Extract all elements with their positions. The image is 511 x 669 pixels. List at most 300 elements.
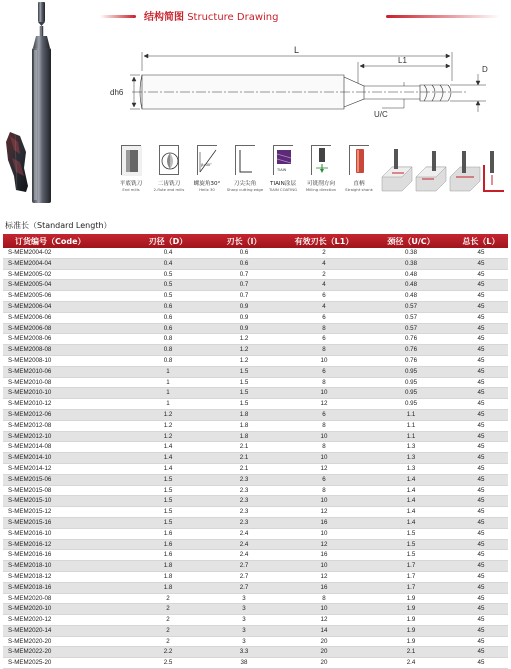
cell-overall-length: 45 bbox=[454, 550, 508, 561]
cell-code: S-MEM2008-10 bbox=[3, 355, 128, 366]
feature-two-flute bbox=[150, 145, 188, 205]
cell-overall-length: 45 bbox=[454, 647, 508, 658]
column-header-diameter: 刃径（D） bbox=[148, 236, 188, 246]
table-row bbox=[3, 463, 508, 474]
table-row bbox=[3, 453, 508, 464]
table-row bbox=[3, 442, 508, 453]
cell-diameter: 2 bbox=[128, 625, 208, 636]
cell-neck-diameter: 1.5 bbox=[368, 528, 454, 539]
cell-effective-length: 10 bbox=[280, 431, 368, 442]
application-side-milling-icon bbox=[416, 151, 446, 191]
cell-diameter: 2.5 bbox=[128, 658, 208, 669]
feature-flat-end-mill bbox=[112, 145, 150, 205]
cell-effective-length: 6 bbox=[280, 409, 368, 420]
cell-flute-length: 0.9 bbox=[208, 312, 280, 323]
cell-effective-length: 4 bbox=[280, 280, 368, 291]
cell-diameter: 1.8 bbox=[128, 561, 208, 572]
cell-flute-length: 2.3 bbox=[208, 474, 280, 485]
cell-effective-length: 8 bbox=[280, 485, 368, 496]
cell-neck-diameter: 2.1 bbox=[368, 647, 454, 658]
spec-table bbox=[3, 234, 508, 669]
cell-flute-length: 0.7 bbox=[208, 269, 280, 280]
cell-overall-length: 45 bbox=[454, 463, 508, 474]
table-row bbox=[3, 366, 508, 377]
table-row bbox=[3, 496, 508, 507]
cell-flute-length: 2.4 bbox=[208, 528, 280, 539]
cell-overall-length: 45 bbox=[454, 453, 508, 464]
table-row bbox=[3, 248, 508, 258]
table-row bbox=[3, 636, 508, 647]
cell-overall-length: 45 bbox=[454, 323, 508, 334]
cell-code: S-MEM2015-08 bbox=[3, 485, 128, 496]
table-row bbox=[3, 474, 508, 485]
cell-diameter: 0.8 bbox=[128, 334, 208, 345]
cell-code: S-MEM2008-06 bbox=[3, 334, 128, 345]
cell-diameter: 1.5 bbox=[128, 474, 208, 485]
cell-flute-length: 0.6 bbox=[208, 248, 280, 258]
cell-neck-diameter: 1.9 bbox=[368, 615, 454, 626]
table-row bbox=[3, 312, 508, 323]
cell-code: S-MEM2004-04 bbox=[3, 258, 128, 269]
table-row bbox=[3, 615, 508, 626]
cell-diameter: 0.4 bbox=[128, 248, 208, 258]
cell-flute-length: 1.2 bbox=[208, 345, 280, 356]
cell-flute-length: 1.8 bbox=[208, 420, 280, 431]
application-slot-milling-icon bbox=[382, 149, 412, 191]
cell-effective-length: 20 bbox=[280, 658, 368, 669]
cell-effective-length: 10 bbox=[280, 604, 368, 615]
cell-diameter: 1.8 bbox=[128, 571, 208, 582]
cell-overall-length: 45 bbox=[454, 312, 508, 323]
table-row bbox=[3, 323, 508, 334]
application-illustrations bbox=[380, 147, 508, 195]
table-row bbox=[3, 334, 508, 345]
feature-sublabel: TiAlN COATING bbox=[268, 187, 298, 192]
cell-code: S-MEM2005-02 bbox=[3, 269, 128, 280]
cell-overall-length: 45 bbox=[454, 442, 508, 453]
cell-overall-length: 45 bbox=[454, 582, 508, 593]
cell-effective-length: 2 bbox=[280, 269, 368, 280]
tip-closeup bbox=[6, 132, 28, 192]
cell-neck-diameter: 1.4 bbox=[368, 507, 454, 518]
cell-overall-length: 45 bbox=[454, 658, 508, 669]
application-plunge-icon bbox=[484, 151, 504, 191]
cell-neck-diameter: 0.57 bbox=[368, 312, 454, 323]
cell-overall-length: 45 bbox=[454, 420, 508, 431]
cell-neck-diameter: 0.57 bbox=[368, 323, 454, 334]
cell-code: S-MEM2010-12 bbox=[3, 399, 128, 410]
table-row bbox=[3, 528, 508, 539]
cell-effective-length: 16 bbox=[280, 550, 368, 561]
cell-flute-length: 3 bbox=[208, 604, 280, 615]
sharp-corner-icon bbox=[235, 145, 255, 175]
cell-flute-length: 2.1 bbox=[208, 453, 280, 464]
cell-effective-length: 16 bbox=[280, 517, 368, 528]
cell-diameter: 0.5 bbox=[128, 280, 208, 291]
feature-sharp-corner bbox=[226, 145, 264, 205]
cell-flute-length: 0.9 bbox=[208, 323, 280, 334]
cell-overall-length: 45 bbox=[454, 269, 508, 280]
cell-effective-length: 6 bbox=[280, 366, 368, 377]
cell-code: S-MEM2018-12 bbox=[3, 571, 128, 582]
cell-diameter: 1.5 bbox=[128, 517, 208, 528]
end-mill-photo bbox=[0, 0, 62, 215]
cell-neck-diameter: 0.57 bbox=[368, 301, 454, 312]
cell-diameter: 1.5 bbox=[128, 485, 208, 496]
cell-overall-length: 45 bbox=[454, 334, 508, 345]
cell-effective-length: 6 bbox=[280, 474, 368, 485]
table-row bbox=[3, 420, 508, 431]
cell-effective-length: 4 bbox=[280, 258, 368, 269]
feature-sublabel: Milling direction bbox=[305, 187, 337, 192]
cell-diameter: 1.8 bbox=[128, 582, 208, 593]
cell-effective-length: 8 bbox=[280, 377, 368, 388]
cell-code: S-MEM2022-20 bbox=[3, 647, 128, 658]
table-row bbox=[3, 658, 508, 669]
cell-neck-diameter: 0.95 bbox=[368, 388, 454, 399]
title-decor-left bbox=[100, 15, 136, 18]
column-header-overall-length: 总长（L） bbox=[462, 236, 500, 246]
cell-effective-length: 10 bbox=[280, 528, 368, 539]
cell-neck-diameter: 1.7 bbox=[368, 561, 454, 572]
cell-overall-length: 45 bbox=[454, 377, 508, 388]
cell-overall-length: 45 bbox=[454, 485, 508, 496]
cell-effective-length: 20 bbox=[280, 647, 368, 658]
cell-neck-diameter: 1.3 bbox=[368, 453, 454, 464]
cell-overall-length: 45 bbox=[454, 604, 508, 615]
section-label: 标准长（Standard Length） bbox=[5, 221, 112, 230]
table-row bbox=[3, 280, 508, 291]
cell-code: S-MEM2012-08 bbox=[3, 420, 128, 431]
cell-flute-length: 1.5 bbox=[208, 399, 280, 410]
cell-overall-length: 45 bbox=[454, 496, 508, 507]
helix-angle-icon bbox=[197, 145, 217, 175]
feature-label: 螺旋角30° bbox=[193, 181, 221, 187]
svg-text:β=30°: β=30° bbox=[201, 162, 212, 167]
cell-code: S-MEM2015-10 bbox=[3, 496, 128, 507]
cell-code: S-MEM2010-06 bbox=[3, 366, 128, 377]
cell-overall-length: 45 bbox=[454, 539, 508, 550]
table-row bbox=[3, 388, 508, 399]
table-row bbox=[3, 269, 508, 280]
cell-effective-length: 12 bbox=[280, 463, 368, 474]
cell-flute-length: 0.6 bbox=[208, 258, 280, 269]
cell-diameter: 0.6 bbox=[128, 312, 208, 323]
cell-diameter: 1.4 bbox=[128, 453, 208, 464]
cell-overall-length: 45 bbox=[454, 301, 508, 312]
cell-flute-length: 1.8 bbox=[208, 431, 280, 442]
cell-code: S-MEM2012-06 bbox=[3, 409, 128, 420]
straight-shank-icon bbox=[349, 145, 369, 175]
cell-diameter: 1 bbox=[128, 377, 208, 388]
table-row bbox=[3, 625, 508, 636]
cell-diameter: 2 bbox=[128, 636, 208, 647]
cell-code: S-MEM2016-16 bbox=[3, 550, 128, 561]
table-row bbox=[3, 345, 508, 356]
cell-code: S-MEM2005-06 bbox=[3, 291, 128, 302]
cell-overall-length: 45 bbox=[454, 593, 508, 604]
table-row bbox=[3, 604, 508, 615]
cell-overall-length: 45 bbox=[454, 431, 508, 442]
cell-diameter: 0.5 bbox=[128, 291, 208, 302]
feature-icons bbox=[112, 145, 378, 205]
table-row bbox=[3, 355, 508, 366]
cell-flute-length: 2.4 bbox=[208, 550, 280, 561]
cell-neck-diameter: 1.1 bbox=[368, 420, 454, 431]
feature-label: TIAIN涂层 bbox=[270, 181, 296, 187]
cell-flute-length: 2.7 bbox=[208, 582, 280, 593]
cell-effective-length: 8 bbox=[280, 323, 368, 334]
cell-neck-diameter: 1.9 bbox=[368, 604, 454, 615]
cell-code: S-MEM2018-16 bbox=[3, 582, 128, 593]
cell-neck-diameter: 0.38 bbox=[368, 258, 454, 269]
cell-effective-length: 12 bbox=[280, 399, 368, 410]
cell-flute-length: 0.7 bbox=[208, 280, 280, 291]
cell-neck-diameter: 1.7 bbox=[368, 582, 454, 593]
cell-effective-length: 6 bbox=[280, 312, 368, 323]
cell-effective-length: 10 bbox=[280, 388, 368, 399]
table-row bbox=[3, 485, 508, 496]
cell-diameter: 0.6 bbox=[128, 301, 208, 312]
cell-neck-diameter: 1.4 bbox=[368, 474, 454, 485]
cell-diameter: 0.8 bbox=[128, 355, 208, 366]
cell-code: S-MEM2014-10 bbox=[3, 453, 128, 464]
feature-sublabel: Straight shank bbox=[345, 187, 373, 192]
cell-neck-diameter: 1.3 bbox=[368, 442, 454, 453]
milling-direction-icon bbox=[311, 145, 331, 175]
cell-neck-diameter: 0.95 bbox=[368, 377, 454, 388]
cell-neck-diameter: 0.76 bbox=[368, 345, 454, 356]
cell-code: S-MEM2005-04 bbox=[3, 280, 128, 291]
cell-effective-length: 10 bbox=[280, 453, 368, 464]
cell-code: S-MEM2020-14 bbox=[3, 625, 128, 636]
cell-overall-length: 45 bbox=[454, 248, 508, 258]
cell-code: S-MEM2020-10 bbox=[3, 604, 128, 615]
table-row bbox=[3, 550, 508, 561]
cell-flute-length: 2.3 bbox=[208, 507, 280, 518]
table-row bbox=[3, 399, 508, 410]
cell-neck-diameter: 1.5 bbox=[368, 539, 454, 550]
cell-code: S-MEM2014-12 bbox=[3, 463, 128, 474]
cell-overall-length: 45 bbox=[454, 399, 508, 410]
cell-effective-length: 4 bbox=[280, 301, 368, 312]
cell-effective-length: 6 bbox=[280, 291, 368, 302]
feature-milling-direction bbox=[302, 145, 340, 205]
feature-sublabel: Helix 30 bbox=[199, 187, 215, 192]
cell-diameter: 0.5 bbox=[128, 269, 208, 280]
cell-code: S-MEM2020-20 bbox=[3, 636, 128, 647]
column-header-code: 订货编号（Code） bbox=[15, 236, 86, 246]
feature-coating bbox=[264, 145, 302, 205]
cell-flute-length: 1.5 bbox=[208, 377, 280, 388]
feature-straight-shank bbox=[340, 145, 378, 205]
cell-effective-length: 8 bbox=[280, 442, 368, 453]
cell-code: S-MEM2010-10 bbox=[3, 388, 128, 399]
application-profile-milling-icon bbox=[450, 151, 480, 191]
cell-neck-diameter: 0.95 bbox=[368, 366, 454, 377]
cell-effective-length: 8 bbox=[280, 593, 368, 604]
table-row bbox=[3, 582, 508, 593]
dim-label-L: L bbox=[294, 45, 300, 55]
cell-overall-length: 45 bbox=[454, 571, 508, 582]
cell-diameter: 2 bbox=[128, 615, 208, 626]
table-row bbox=[3, 539, 508, 550]
table-row bbox=[3, 301, 508, 312]
cell-flute-length: 2.7 bbox=[208, 571, 280, 582]
cell-neck-diameter: 0.76 bbox=[368, 355, 454, 366]
cell-neck-diameter: 1.9 bbox=[368, 636, 454, 647]
structure-drawing bbox=[108, 22, 508, 134]
cell-overall-length: 45 bbox=[454, 388, 508, 399]
cell-neck-diameter: 0.48 bbox=[368, 291, 454, 302]
cell-code: S-MEM2016-12 bbox=[3, 539, 128, 550]
cell-diameter: 1 bbox=[128, 366, 208, 377]
cell-diameter: 2 bbox=[128, 604, 208, 615]
cell-flute-length: 2.3 bbox=[208, 517, 280, 528]
cell-neck-diameter: 1.9 bbox=[368, 625, 454, 636]
cell-code: S-MEM2006-06 bbox=[3, 312, 128, 323]
cell-code: S-MEM2006-04 bbox=[3, 301, 128, 312]
table-row bbox=[3, 409, 508, 420]
cell-flute-length: 3 bbox=[208, 636, 280, 647]
cell-diameter: 2 bbox=[128, 593, 208, 604]
cell-code: S-MEM2018-10 bbox=[3, 561, 128, 572]
cell-code: S-MEM2004-02 bbox=[3, 248, 128, 258]
cell-effective-length: 12 bbox=[280, 539, 368, 550]
flat-end-mill-icon bbox=[121, 145, 141, 175]
dim-label-L1: L1 bbox=[398, 56, 407, 65]
cell-flute-length: 3 bbox=[208, 625, 280, 636]
cell-diameter: 2.2 bbox=[128, 647, 208, 658]
cell-diameter: 1.5 bbox=[128, 507, 208, 518]
table-row bbox=[3, 291, 508, 302]
feature-label: 二齿铣刀 bbox=[157, 181, 181, 187]
cell-overall-length: 45 bbox=[454, 615, 508, 626]
dim-label-dh6: dh6 bbox=[110, 88, 124, 97]
cell-diameter: 1 bbox=[128, 388, 208, 399]
cell-flute-length: 2.7 bbox=[208, 561, 280, 572]
cell-neck-diameter: 0.48 bbox=[368, 280, 454, 291]
cell-neck-diameter: 0.95 bbox=[368, 399, 454, 410]
cell-effective-length: 14 bbox=[280, 625, 368, 636]
cell-neck-diameter: 1.4 bbox=[368, 485, 454, 496]
dim-label-uc: U/C bbox=[374, 110, 388, 119]
cell-overall-length: 45 bbox=[454, 507, 508, 518]
cell-effective-length: 12 bbox=[280, 615, 368, 626]
cell-neck-diameter: 1.4 bbox=[368, 496, 454, 507]
cell-flute-length: 0.9 bbox=[208, 301, 280, 312]
cell-code: S-MEM2015-06 bbox=[3, 474, 128, 485]
cell-diameter: 1.2 bbox=[128, 431, 208, 442]
cell-neck-diameter: 1.1 bbox=[368, 431, 454, 442]
cell-flute-length: 0.7 bbox=[208, 291, 280, 302]
cell-flute-length: 1.5 bbox=[208, 366, 280, 377]
feature-label: 平底铣刀 bbox=[119, 181, 143, 187]
title-en: Structure Drawing bbox=[187, 12, 279, 23]
cell-effective-length: 10 bbox=[280, 561, 368, 572]
cell-neck-diameter: 2.4 bbox=[368, 658, 454, 669]
cell-neck-diameter: 1.3 bbox=[368, 463, 454, 474]
cell-code: S-MEM2015-12 bbox=[3, 507, 128, 518]
column-header-effective-length: 有效刃长（L1） bbox=[294, 236, 354, 246]
cell-diameter: 1.2 bbox=[128, 409, 208, 420]
cell-code: S-MEM2025-20 bbox=[3, 658, 128, 669]
feature-label: 可铣削方向 bbox=[307, 181, 335, 187]
feature-sublabel: 2-flute end mills bbox=[153, 187, 185, 192]
cell-overall-length: 45 bbox=[454, 366, 508, 377]
cell-effective-length: 8 bbox=[280, 420, 368, 431]
cell-code: S-MEM2014-08 bbox=[3, 442, 128, 453]
table-row bbox=[3, 593, 508, 604]
cell-diameter: 0.4 bbox=[128, 258, 208, 269]
cell-flute-length: 1.8 bbox=[208, 409, 280, 420]
cell-flute-length: 3 bbox=[208, 593, 280, 604]
svg-text:TIAIN: TIAIN bbox=[277, 168, 287, 172]
feature-sublabel: End mills bbox=[122, 187, 140, 192]
coating-icon bbox=[273, 145, 293, 175]
cell-flute-length: 1.5 bbox=[208, 388, 280, 399]
title-decor-right bbox=[386, 15, 500, 18]
cell-neck-diameter: 1.7 bbox=[368, 571, 454, 582]
cell-flute-length: 3.3 bbox=[208, 647, 280, 658]
two-flute-icon bbox=[159, 145, 179, 175]
cell-effective-length: 12 bbox=[280, 507, 368, 518]
cell-diameter: 1.6 bbox=[128, 550, 208, 561]
column-header-neck-diameter: 颈径（U/C） bbox=[387, 236, 435, 246]
cell-overall-length: 45 bbox=[454, 409, 508, 420]
cell-flute-length: 2.3 bbox=[208, 496, 280, 507]
cell-code: S-MEM2008-08 bbox=[3, 345, 128, 356]
feature-label: 直柄 bbox=[353, 181, 365, 187]
cell-neck-diameter: 1.4 bbox=[368, 517, 454, 528]
cell-overall-length: 45 bbox=[454, 625, 508, 636]
cell-flute-length: 3 bbox=[208, 615, 280, 626]
cell-effective-length: 16 bbox=[280, 582, 368, 593]
cell-flute-length: 2.4 bbox=[208, 539, 280, 550]
cell-diameter: 1.4 bbox=[128, 463, 208, 474]
feature-sublabel: Sharp cutting edge bbox=[226, 187, 264, 192]
cell-code: S-MEM2012-10 bbox=[3, 431, 128, 442]
cell-diameter: 0.6 bbox=[128, 323, 208, 334]
dim-label-D: D bbox=[482, 65, 488, 74]
cell-effective-length: 10 bbox=[280, 355, 368, 366]
cell-overall-length: 45 bbox=[454, 636, 508, 647]
table-row bbox=[3, 377, 508, 388]
cell-code: S-MEM2010-08 bbox=[3, 377, 128, 388]
cell-diameter: 1.4 bbox=[128, 442, 208, 453]
feature-helix-angle bbox=[188, 145, 226, 205]
table-row bbox=[3, 507, 508, 518]
cell-effective-length: 2 bbox=[280, 248, 368, 258]
cell-overall-length: 45 bbox=[454, 345, 508, 356]
cell-overall-length: 45 bbox=[454, 561, 508, 572]
cell-flute-length: 1.2 bbox=[208, 355, 280, 366]
cell-diameter: 1.6 bbox=[128, 528, 208, 539]
cell-neck-diameter: 1.5 bbox=[368, 550, 454, 561]
cell-code: S-MEM2020-12 bbox=[3, 615, 128, 626]
cell-effective-length: 20 bbox=[280, 636, 368, 647]
cell-flute-length: 1.2 bbox=[208, 334, 280, 345]
table-body bbox=[3, 248, 508, 669]
cell-neck-diameter: 0.38 bbox=[368, 248, 454, 258]
cell-overall-length: 45 bbox=[454, 474, 508, 485]
table-row bbox=[3, 561, 508, 572]
cell-diameter: 1.2 bbox=[128, 420, 208, 431]
table-header-row bbox=[3, 234, 508, 248]
cell-neck-diameter: 0.48 bbox=[368, 269, 454, 280]
cell-diameter: 0.8 bbox=[128, 345, 208, 356]
table-row bbox=[3, 258, 508, 269]
